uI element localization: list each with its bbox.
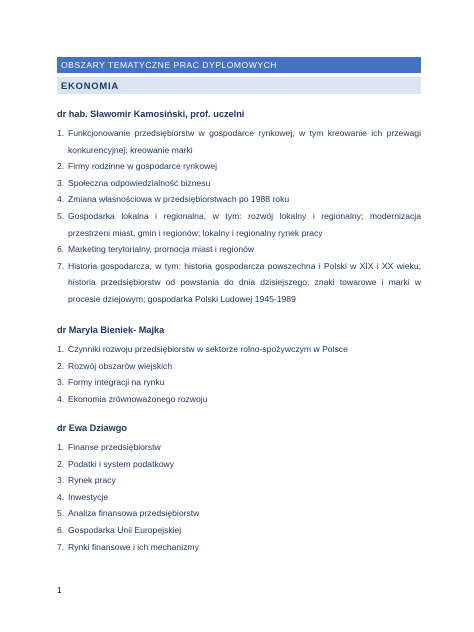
supervisor-name: dr Ewa Dziawgo — [57, 423, 127, 433]
document-subheader: EKONOMIA — [57, 77, 421, 94]
topic-item — [57, 522, 421, 539]
topic-number: 1. — [57, 344, 65, 354]
topic-text: Podatki i system podatkowy — [68, 458, 175, 469]
topic-text: Marketing terytorialny, promocja miast i regionów — [68, 244, 255, 255]
topic-item — [57, 175, 421, 192]
topic-text: Czynniki rozwoju przedsiębiorstw w sektorze rolno-spożywczym w Polsce — [68, 344, 348, 354]
topic-number: 4. — [57, 393, 65, 404]
topic-number: 2. — [57, 458, 65, 469]
topic-item — [57, 472, 421, 489]
topic-number: 4. — [57, 491, 65, 502]
topic-number: 5. — [57, 508, 65, 519]
topic-item — [57, 258, 421, 308]
topic-item — [57, 191, 421, 208]
supervisor-section — [57, 106, 421, 308]
topic-number: 5. — [57, 210, 65, 221]
topic-text: Rynek pracy — [68, 475, 116, 486]
topic-number: 1. — [57, 128, 65, 138]
topic-item — [57, 125, 421, 158]
topic-number: 2. — [57, 360, 65, 371]
topic-text: Formy integracji na rynku — [68, 377, 165, 388]
topic-number: 2. — [57, 161, 65, 172]
topic-item — [57, 208, 421, 241]
topic-number: 1. — [57, 442, 65, 452]
topic-item — [57, 489, 421, 506]
topic-text: Finanse przedsiębiorstw — [68, 442, 161, 452]
topic-item — [57, 391, 421, 408]
topic-item — [57, 158, 421, 175]
topic-item — [57, 439, 421, 456]
topic-list — [57, 125, 421, 308]
topic-item — [57, 539, 421, 556]
topic-text: Zmiana własnościowa w przedsiębiorstwach po 1988 roku — [68, 194, 290, 205]
topic-number: 7. — [57, 541, 65, 552]
topic-text: Analiza finansowa przedsiębiorstw — [68, 508, 200, 519]
topic-number: 4. — [57, 194, 65, 205]
topic-text: Funkcjonowanie przedsiębiorstw w gospodarce rynkowej, w tym kreowanie ich przewagi konkurencyjnej; kreowanie marki — [68, 128, 421, 155]
topic-text: Społeczna odpowiedzialność biznesu — [68, 177, 211, 188]
topic-text: Rozwój obszarów wiejskich — [68, 360, 173, 371]
topic-text: Gospodarka lokalna i regionalna, w tym: rozwój lokalny i regionalny; modernizacja przestrzeni miast, gmin i regionów; lokalny i regionalny rynek pracy — [68, 210, 421, 238]
document-header: OBSZARY TEMATYCZNE PRAC DYPLOMOWYCH — [57, 57, 421, 73]
topic-number: 3. — [57, 377, 65, 388]
topic-item — [57, 374, 421, 391]
topic-item — [57, 505, 421, 522]
supervisor-name: dr Maryla Bieniek- Majka — [57, 325, 165, 335]
topic-number: 6. — [57, 524, 65, 535]
topic-text: Historia gospodarcza, w tym: historia gospodarcza powszechna i Polski w XIX i XX wieku; historia przedsiębiorstw od powstania do dnia dzisiejszego; znaki towarowe i marki w procesie dziejowym; gospodarka Polski Ludowej 1945-1989 — [68, 260, 421, 304]
topic-text: Rynki finansowe i ich mechanizmy — [68, 541, 199, 552]
topic-number: 3. — [57, 475, 65, 486]
topic-text: Inwestycje — [68, 491, 109, 502]
page-number: 1 — [57, 586, 62, 595]
topic-list — [57, 341, 421, 407]
topic-number: 6. — [57, 244, 65, 255]
topic-number: 3. — [57, 177, 65, 188]
supervisor-section — [57, 420, 421, 555]
topic-item — [57, 241, 421, 258]
topic-text: Ekonomia zrównoważonego rozwoju — [68, 393, 208, 404]
topic-item — [57, 456, 421, 473]
topic-text: Gospodarka Unii Europejskiej — [68, 524, 182, 535]
supervisor-section — [57, 322, 421, 407]
topic-item — [57, 358, 421, 375]
topic-number: 7. — [57, 260, 65, 271]
topic-list — [57, 439, 421, 555]
topic-text: Firmy rodzinne w gospodarce rynkowej — [68, 161, 218, 172]
topic-item — [57, 341, 421, 358]
supervisor-name: dr hab. Sławomir Kamosiński, prof. uczelni — [57, 109, 245, 119]
